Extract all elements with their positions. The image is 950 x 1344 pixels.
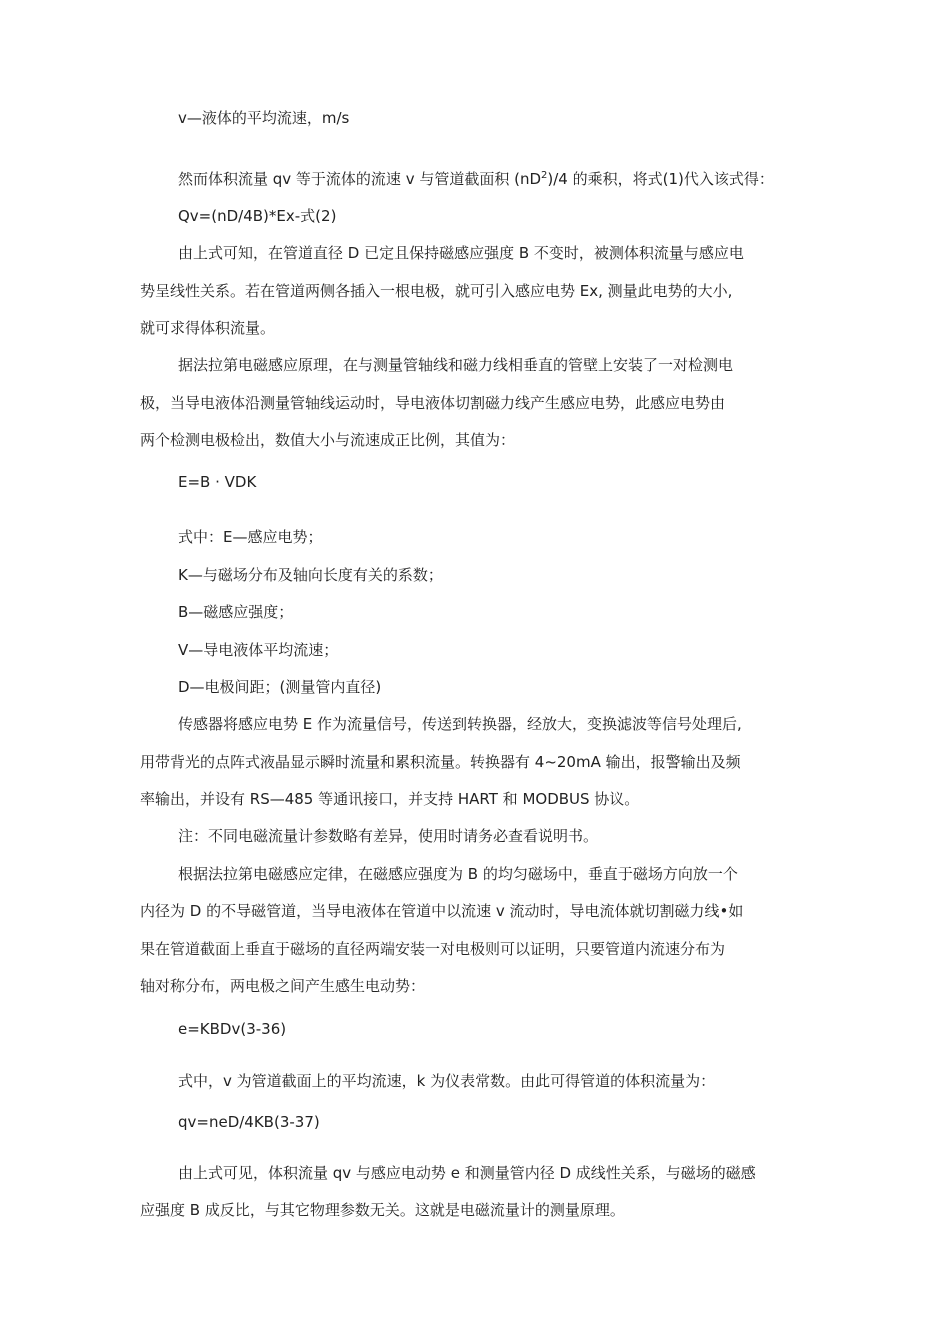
text-line: D—电极间距；(测量管内直径) bbox=[178, 678, 382, 696]
text-line: 就可求得体积流量。 bbox=[140, 319, 276, 337]
text-line: 由上式可知，在管道直径 D 已定且保持磁感应强度 B 不变时，被测体积流量与感应电 bbox=[178, 244, 744, 262]
text-line: 极，当导电液体沿测量管轴线运动时，导电液体切割磁力线产生感应电势，此感应电势由 bbox=[140, 394, 726, 412]
text-line: B—磁感应强度； bbox=[178, 603, 294, 621]
text-line: V—导电液体平均流速； bbox=[178, 641, 339, 659]
text-line: 果在管道截面上垂直于磁场的直径两端安装一对电极则可以证明，只要管道内流速分布为 bbox=[140, 940, 726, 958]
formula-line: E=B · VDK bbox=[178, 473, 257, 491]
text-line: 势呈线性关系。若在管道两侧各插入一根电极，就可引入感应电势 Ex, 测量此电势的大小, bbox=[140, 282, 733, 300]
note-line: 注：不同电磁流量计参数略有差异，使用时请务必查看说明书。 bbox=[178, 827, 599, 845]
text-line: 传感器将感应电势 E 作为流量信号，传送到转换器，经放大，变换滤波等信号处理后, bbox=[178, 715, 742, 733]
text-line: v—液体的平均流速，m/s bbox=[178, 109, 350, 127]
text-line: K—与磁场分布及轴向长度有关的系数； bbox=[178, 566, 443, 584]
text-line: 式中，v 为管道截面上的平均流速，k 为仪表常数。由此可得管道的体积流量为： bbox=[178, 1072, 716, 1090]
formula-line: e=KBDv(3-36) bbox=[178, 1020, 287, 1038]
text-line: 据法拉第电磁感应原理，在与测量管轴线和磁力线相垂直的管壁上安装了一对检测电 bbox=[178, 356, 734, 374]
formula-line: qv=neD/4KB(3-37) bbox=[178, 1113, 320, 1131]
superscript: 2 bbox=[541, 170, 548, 181]
text-line: 率输出，并设有 RS—485 等通讯接口，并支持 HART 和 MODBUS 协议。 bbox=[140, 790, 640, 808]
text-line: 式中：E—感应电势； bbox=[178, 528, 323, 546]
text-line: 应强度 B 成反比，与其它物理参数无关。这就是电磁流量计的测量原理。 bbox=[140, 1201, 625, 1219]
text-line bbox=[178, 169, 774, 189]
text-span: 然而体积流量 qv 等于流体的流速 v 与管道截面积 (nD bbox=[178, 170, 542, 188]
formula-line: Qv=(nD/4B)*Ex-式(2) bbox=[178, 207, 337, 225]
text-line: 轴对称分布，两电极之间产生感生电动势： bbox=[140, 977, 426, 995]
text-span: )/4 的乘积，将式(1)代入该式得： bbox=[547, 170, 774, 188]
text-line: 根据法拉第电磁感应定律，在磁感应强度为 B 的均匀磁场中，垂直于磁场方向放一个 bbox=[178, 865, 738, 883]
text-line: 内径为 D 的不导磁管道，当导电液体在管道中以流速 v 流动时，导电流体就切割磁力线•如 bbox=[140, 902, 744, 920]
text-line: 用带背光的点阵式液晶显示瞬时流量和累积流量。转换器有 4~20mA 输出，报警输出及频 bbox=[140, 753, 741, 771]
text-line: 两个检测电极检出，数值大小与流速成正比例，其值为： bbox=[140, 431, 516, 449]
text-line: 由上式可见，体积流量 qv 与感应电动势 e 和测量管内径 D 成线性关系，与磁场的磁感 bbox=[178, 1164, 756, 1182]
